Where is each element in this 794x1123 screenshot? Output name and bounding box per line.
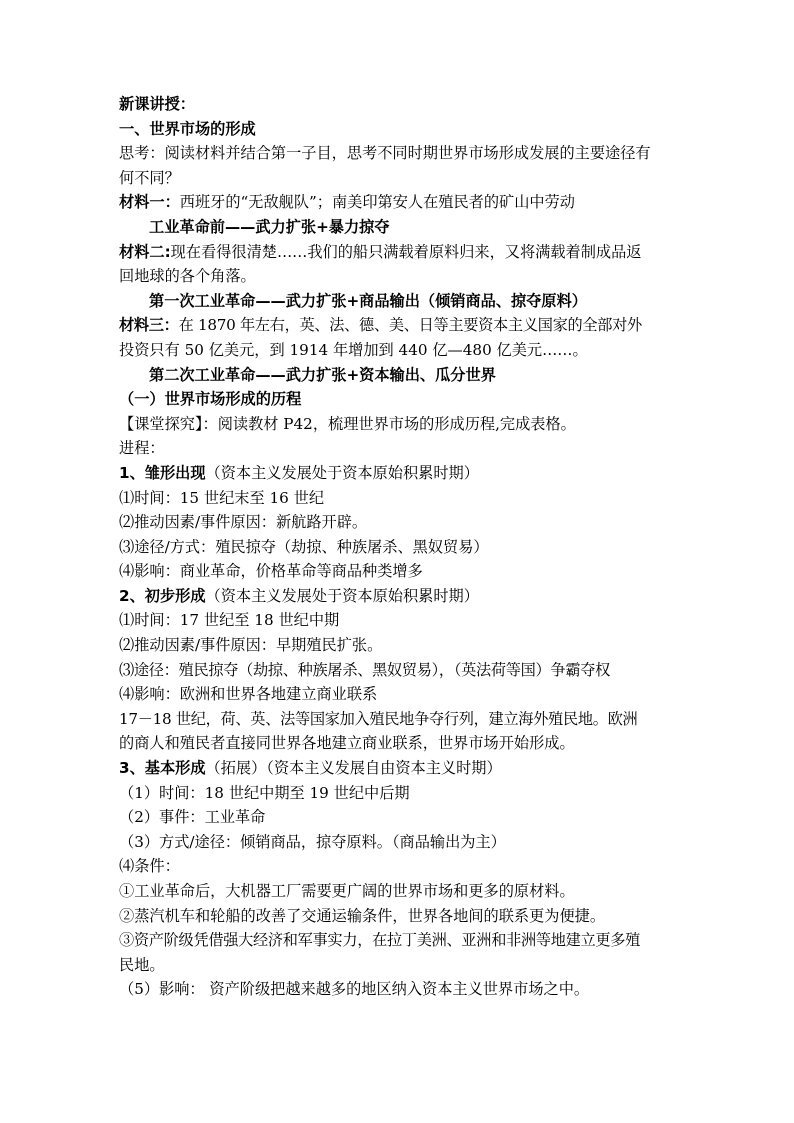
heading-subsection-one: （一）世界市场形成的历程 — [119, 390, 302, 409]
stage-label: 3、基本形成 — [119, 759, 206, 778]
material-text: 现在看得很清楚……我们的船只满载着原料归来，又将满载着制成品返 — [170, 242, 642, 261]
stage-label: 2、初步形成 — [119, 586, 206, 605]
document-body — [119, 92, 679, 1002]
paragraph-line: 投资只有 50 亿美元，到 1914 年增加到 440 亿—480 亿美元……。 — [119, 340, 588, 359]
paragraph-line: 17－18 世纪，荷、英、法等国家加入殖民地争夺行列，建立海外殖民地。欧洲 — [119, 709, 638, 728]
paragraph-line: 的商人和殖民者直接同世界各地建立商业联系，世界市场开始形成。 — [119, 734, 575, 753]
list-item: ①工业革命后，大机器工厂需要更广阔的世界市场和更多的原材料。 — [119, 882, 575, 900]
list-item: ⑷条件： — [119, 857, 180, 876]
list-item: ⑷影响：商业革命，价格革命等商品种类增多 — [119, 562, 423, 581]
paragraph-line: 何不同？ — [119, 168, 180, 187]
list-item: ⑵推动因素/事件原因：早期殖民扩张。 — [119, 636, 383, 655]
paragraph-line: 回地球的各个角落。 — [119, 267, 256, 286]
list-item: ⑶途径：殖民掠夺（劫掠、种族屠杀、黑奴贸易），（英法荷等国）争霸夺权 — [119, 660, 610, 679]
stage-text: （拓展）（资本主义发展自由资本主义时期） — [205, 759, 502, 778]
list-item: ⑴时间：17 世纪至 18 世纪中期 — [119, 611, 340, 630]
stage-text: （资本主义发展处于资本原始积累时期） — [205, 586, 479, 605]
list-item: ⑶途径/方式：殖民掠夺（劫掠、种族屠杀、黑奴贸易） — [119, 537, 489, 556]
list-item: （5）影响： 资产阶级把越来越多的地区纳入资本主义世界市场之中。 — [119, 980, 590, 999]
material-one — [119, 190, 679, 215]
stage-three — [119, 756, 679, 781]
material-label: 材料一： — [119, 193, 180, 212]
material-text: 西班牙的“无敌舰队”；南美印第安人在殖民者的矿山中劳动 — [179, 193, 575, 212]
list-item: （3）方式/途径：倾销商品，掠夺原料。（商品输出为主） — [119, 832, 506, 851]
material-label: 材料二: — [119, 242, 171, 261]
material-two — [119, 240, 679, 265]
stage-two — [119, 584, 679, 609]
summary-first-industrial: 第一次工业革命——武力扩张+商品输出（倾销商品、掠夺原料） — [149, 291, 587, 310]
material-label: 材料三： — [119, 316, 179, 335]
heading-new-lesson: 新课讲授： — [119, 95, 195, 113]
list-item: 民地。 — [119, 955, 165, 974]
stage-label: 1、雏形出现 — [119, 463, 206, 482]
list-item: ⑴时间：15 世纪末至 16 世纪 — [119, 488, 325, 507]
summary-second-industrial: 第二次工业革命——武力扩张+资本输出、瓜分世界 — [149, 365, 496, 384]
stage-text: （资本主义发展处于资本原始积累时期） — [205, 463, 479, 482]
material-three — [119, 313, 679, 338]
list-item: ⑵推动因素/事件原因：新航路开辟。 — [119, 513, 368, 532]
list-item: （2）事件：工业革命 — [119, 808, 266, 827]
list-item: （1）时间：18 世纪中期至 19 世纪中后期 — [119, 783, 410, 802]
material-text: 在 1870 年左右，英、法、德、美、日等主要资本主义国家的全部对外 — [178, 316, 642, 335]
paragraph-line: 【课堂探究】：阅读教材 P42，梳理世界市场的形成历程,完成表格。 — [119, 414, 576, 433]
list-item: ②蒸汽机车和轮船的改善了交通运输条件，世界各地间的联系更为便捷。 — [119, 906, 605, 925]
heading-section-one: 一、世界市场的形成 — [119, 119, 256, 138]
stage-one — [119, 461, 679, 486]
list-item: ③资产阶级凭借强大经济和军事实力，在拉丁美洲、亚洲和非洲等地建立更多殖 — [119, 931, 641, 950]
list-item: ⑷影响：欧洲和世界各地建立商业联系 — [119, 685, 378, 704]
paragraph-line: 进程： — [119, 439, 165, 458]
paragraph-line: 思考：阅读材料并结合第一子目，思考不同时期世界市场形成发展的主要途径有 — [119, 144, 651, 163]
summary-pre-industrial: 工业革命前——武力扩张+暴力掠夺 — [149, 217, 390, 236]
